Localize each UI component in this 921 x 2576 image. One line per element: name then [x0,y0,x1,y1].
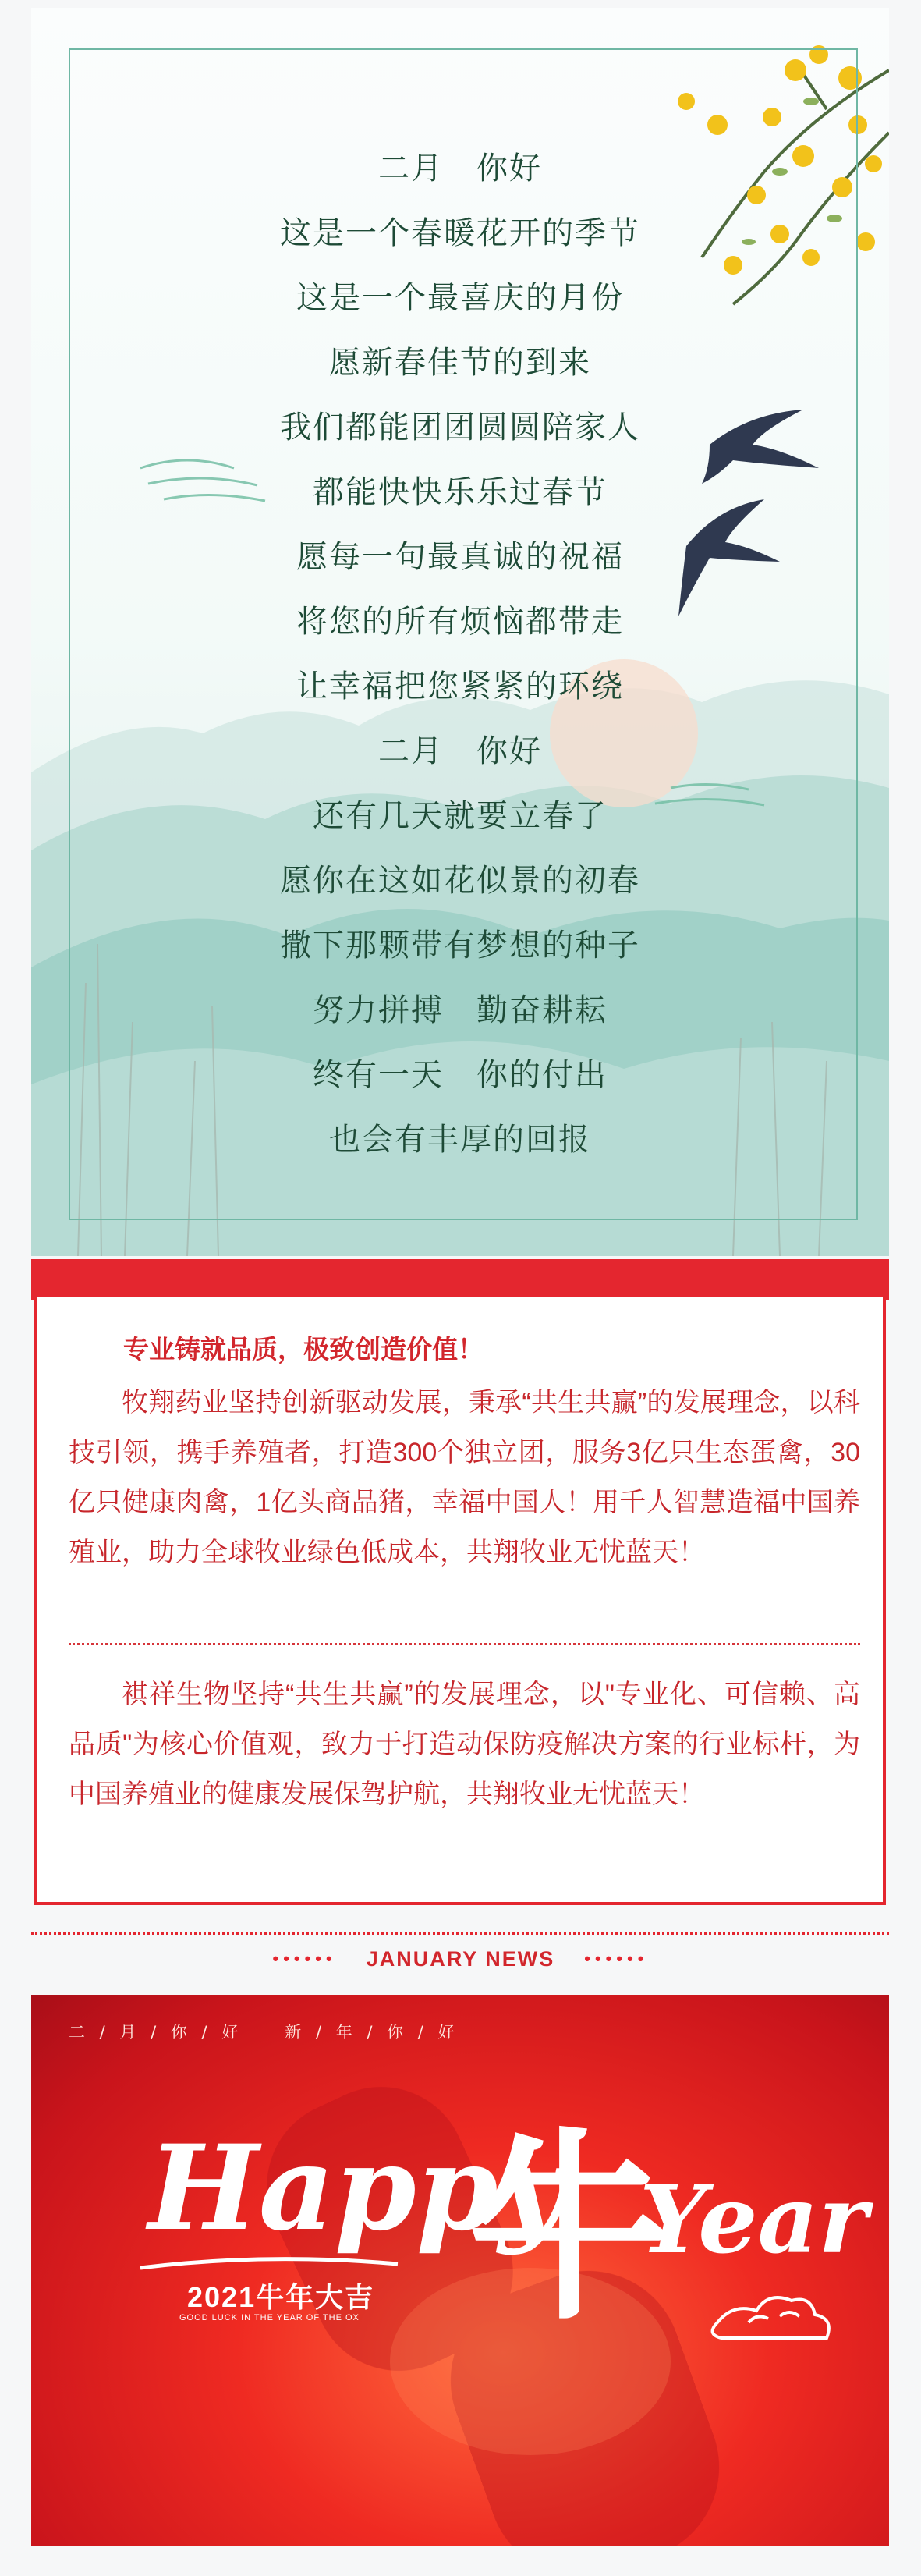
poem-line: 还有几天就要立春了 [313,798,608,834]
niu-character: 牛 [468,2112,671,2347]
dots-right: •••••• [584,1949,649,1968]
greeting-artwork [31,1995,889,2546]
happy-text: Happy [148,2120,566,2257]
poem-line: 都能快快乐乐过春节 [313,474,608,510]
company-intro-box [34,1297,886,1905]
poem-panel [31,8,889,1256]
poem-line: 让幸福把您紧紧的环绕 [296,669,624,704]
poem-line: 这是一个春暖花开的季节 [280,215,640,251]
poem-line: 努力拼搏 勤奋耕耘 [313,992,608,1028]
poem-line: 愿每一句最真诚的祝福 [296,539,624,575]
poem-line: 也会有丰厚的回报 [329,1122,591,1158]
cloud-icon [713,2297,829,2338]
luck-caption: GOOD LUCK IN THE YEAR OF THE OX [179,2313,360,2322]
news-label-text: JANUARY NEWS [366,1947,555,1971]
dotted-divider [31,1932,889,1935]
poem-line: 愿新春佳节的到来 [329,345,591,381]
card-top-greeting: 二 / 月 / 你 / 好 新 / 年 / 你 / 好 [69,2023,459,2042]
company-paragraph-muxiang: 牧翔药业坚持创新驱动发展，秉承“共生共赢”的发展理念，以科技引领，携手养殖者，打造300个独立团，服务3亿只生态蛋禽，30亿只健康肉禽，1亿头商品猪，幸福中国人！用千人智慧造福中国养殖业，助力全球牧业绿色低成本，共翔牧业无忧蓝天！ [69,1388,860,1567]
new-year-greeting-card [31,1995,889,2546]
section-red-bar [31,1259,889,1300]
year-word: Year [639,2165,868,2275]
company-heading: 专业铸就品质，极致创造价值！ [123,1335,484,1364]
poem-line: 将您的所有烦恼都带走 [296,604,624,640]
poem-line: 终有一天 你的付出 [313,1057,608,1093]
news-section-label [0,1947,921,1971]
poem-text [31,137,889,1173]
company-paragraph-qixiang: 褀祥生物坚持“共生共赢”的发展理念，以"专业化、可信赖、高品质"为核心价值观，致力于打造动保防疫解决方案的行业标杆，为中国养殖业的健康发展保驾护航，共翔牧业无忧蓝天！ [69,1680,860,1809]
poem-line: 二月 你好 [378,151,542,186]
poem-line: 这是一个最喜庆的月份 [296,280,624,316]
poem-line: 愿你在这如花似景的初春 [280,863,640,899]
poem-line: 我们都能团团圆圆陪家人 [280,410,640,445]
year-greeting: 2021牛年大吉 [187,2281,375,2313]
poem-line: 撒下那颗带有梦想的种子 [280,928,640,963]
dots-left: •••••• [272,1949,337,1968]
poem-line: 二月 你好 [378,733,542,769]
divider [69,1643,860,1645]
